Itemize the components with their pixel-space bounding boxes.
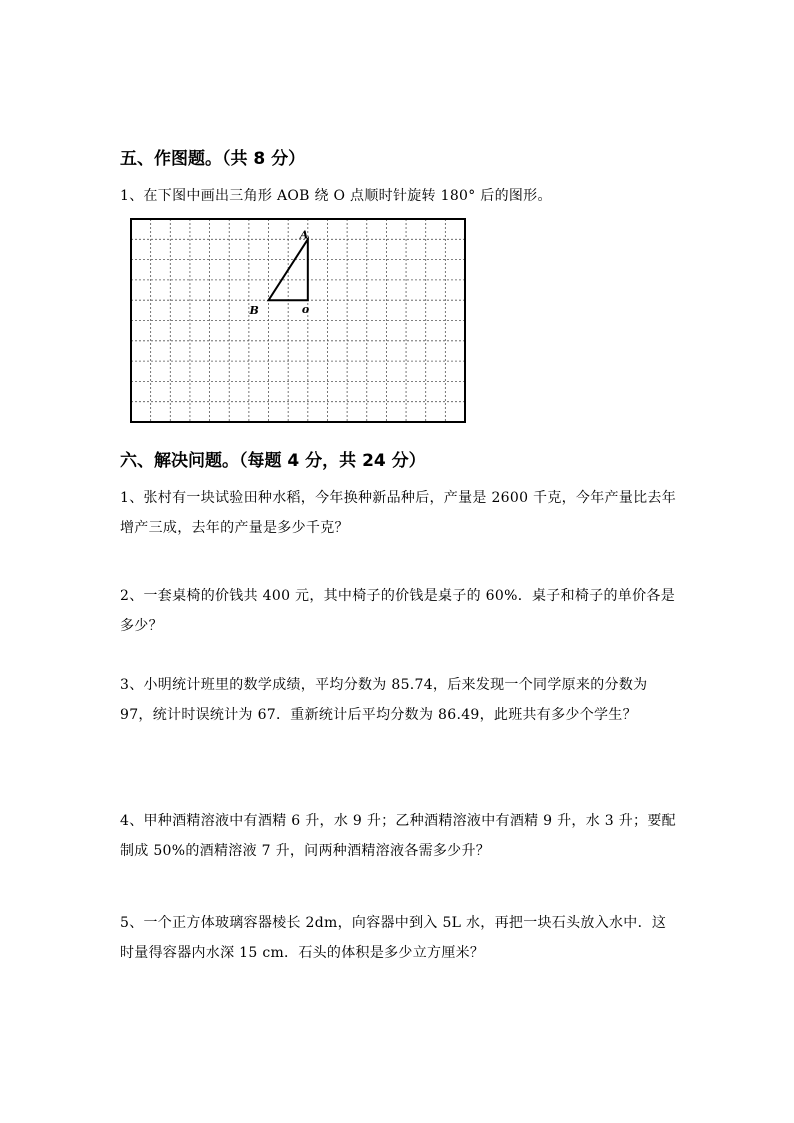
section6-question-1: 1、张村有一块试验田种水稻，今年换种新品种后，产量是 2600 千克，今年产量比去年增产三成，去年的产量是多少千克？ xyxy=(120,490,677,536)
section6-question-4: 4、甲种酒精溶液中有酒精 6 升，水 9 升；乙种酒精溶液中有酒精 9 升，水 3 升；要配制成 50%的酒精溶液 7 升，问两种酒精溶液各需多少升？ xyxy=(120,813,676,859)
section6-question-2: 2、一套桌椅的价钱共 400 元，其中椅子的价钱是桌子的 60%．桌子和椅子的单价各是多少？ xyxy=(120,588,675,634)
grid-figure xyxy=(130,218,466,424)
vertex-label-o: o xyxy=(301,303,310,317)
grid-border xyxy=(131,219,465,422)
grid-lines xyxy=(131,219,465,422)
section5-heading: 五、作图题。（共 8 分） xyxy=(120,149,306,169)
section6-question-3: 3、小明统计班里的数学成绩，平均分数为 85.74，后来发现一个同学原来的分数为 97，统计时误统计为 67．重新统计后平均分数为 86.49，此班共有多少个学生？ xyxy=(120,677,648,723)
section5-question-1: 1、在下图中画出三角形 AOB 绕 O 点顺时针旋转 180° 后的图形。 xyxy=(120,188,552,204)
section6-heading: 六、解决问题。（每题 4 分，共 24 分） xyxy=(120,451,426,471)
section6-question-5: 5、一个正方体玻璃容器棱长 2dm，向容器中到入 5L 水，再把一块石头放入水中．这时量得容器内水深 15 cm．石头的体积是多少立方厘米？ xyxy=(120,915,667,961)
vertex-label-b: B xyxy=(249,304,259,318)
vertex-label-a: A xyxy=(299,228,309,242)
